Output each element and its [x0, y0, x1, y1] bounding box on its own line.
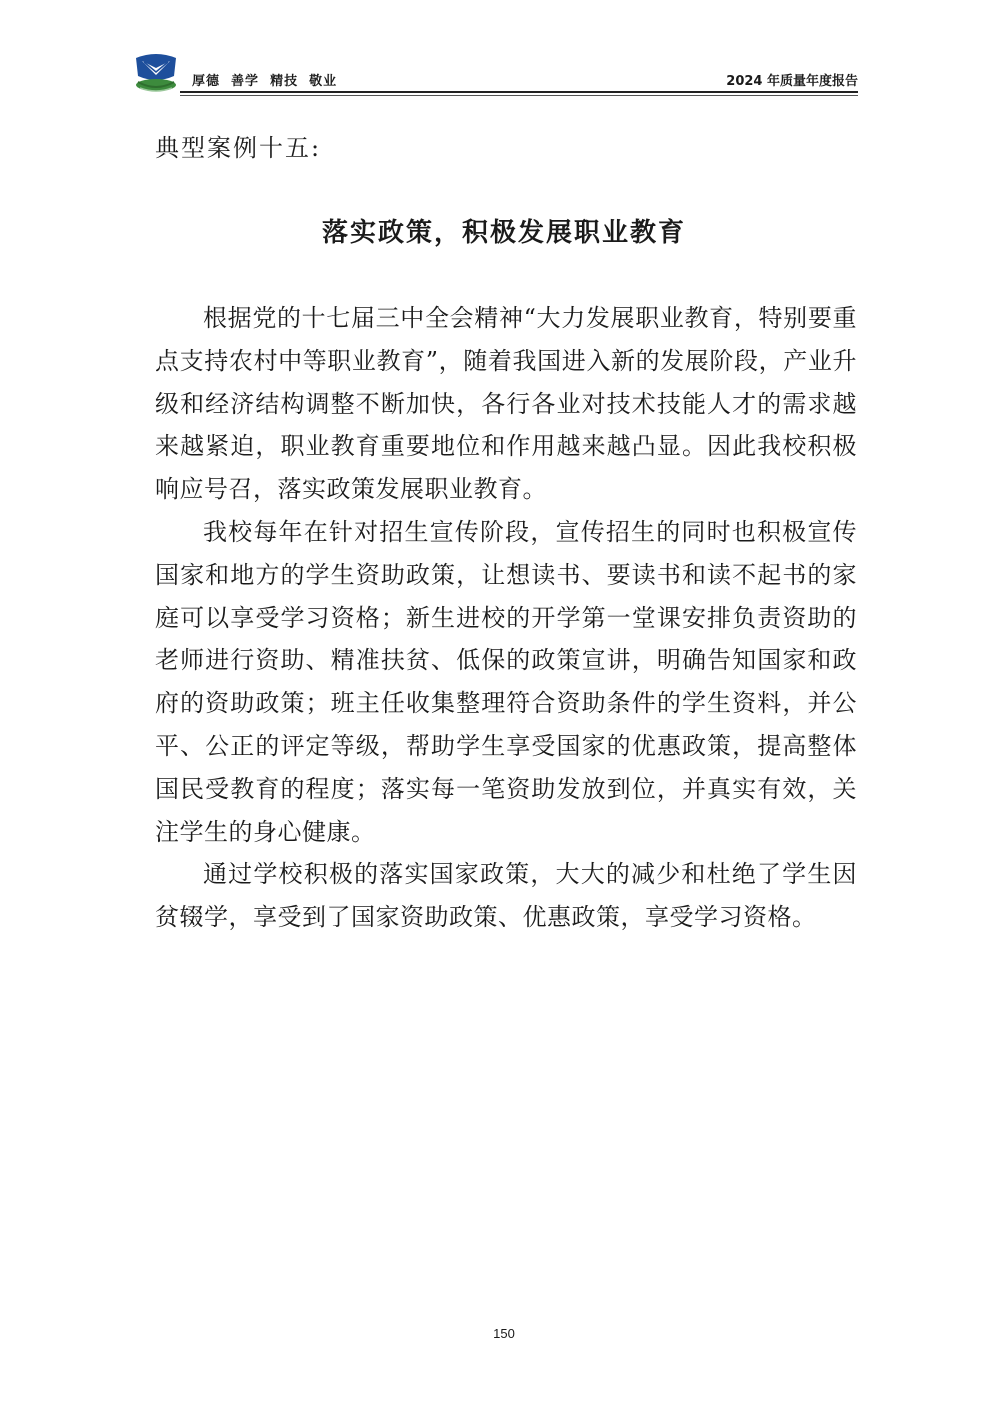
page-number: 150 [493, 1326, 515, 1341]
paragraph: 通过学校积极的落实国家政策，大大的减少和杜绝了学生因贫辍学，享受到了国家资助政策、优惠政策，享受学习资格。 [155, 860, 857, 932]
document-title: 落实政策，积极发展职业教育 [321, 218, 686, 248]
page-header [132, 48, 858, 98]
header-rule-thin [180, 95, 858, 96]
header-report-title: 2024 年质量年度报告 [726, 74, 858, 89]
paragraph: 我校每年在针对招生宣传阶段，宣传招生的同时也积极宣传国家和地方的学生资助政策，让想读书、要读书和读不起书的家庭可以享受学习资格；新生进校的开学第一堂课安排负责资助的老师进行资助、精准扶贫、低保的政策宣讲，明确告知国家和政府的资助政策；班主任收集整理符合资助条件的学生资料，并公平、公正的评定等级，帮助学生享受国家的优惠政策，提高整体国民受教育的程度；落实每一笔资助发放到位，并真实有效，关注学生的身心健康。 [155, 517, 857, 846]
school-emblem-icon [132, 48, 180, 96]
paragraph: 根据党的十七届三中全会精神“大力发展职业教育，特别要重点支持农村中等职业教育”，随着我国进入新的发展阶段，产业升级和经济结构调整不断加快，各行各业对技术技能人才的需求越来越紧迫，职业教育重要地位和作用越来越凸显。因此我校积极响应号召，落实政策发展职业教育。 [155, 304, 857, 504]
case-label: 典型案例十五: [155, 134, 322, 162]
header-rule-thick [180, 91, 858, 93]
body-text [155, 297, 857, 939]
header-motto: 厚德 善学 精技 敬业 [192, 74, 338, 89]
